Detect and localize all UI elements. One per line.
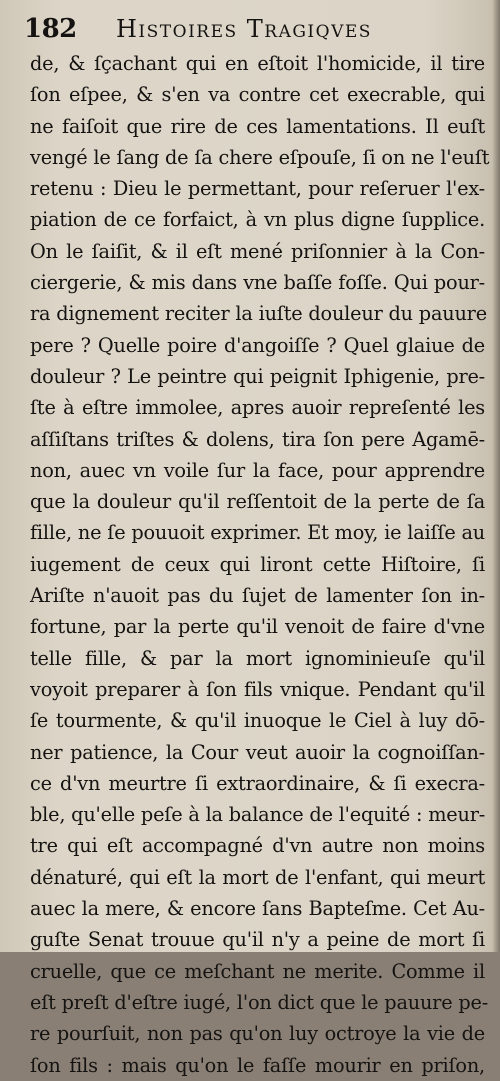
page-number: 182	[24, 14, 77, 44]
text-line: iugement de ceux qui liront cette Hiſtoire, ſi	[30, 552, 485, 576]
text-line: ſon eſpee, & s'en va contre cet execrable, qui	[30, 83, 485, 107]
text-line: dénaturé, qui eſt la mort de l'enfant, qui meurt	[30, 865, 485, 889]
text-line: douleur ? Le peintre qui peignit Iphigenie, pre-	[30, 364, 485, 388]
text-line: ne faiſoit que rire de ces lamentations. Il euſt	[30, 114, 485, 138]
text-line: fille, ne ſe pouuoit exprimer. Et moy, ie laiſſe au	[30, 521, 485, 545]
text-line: fortune, par la perte qu'il venoit de faire d'vne	[30, 615, 485, 639]
text-line: ſte à eſtre immolee, apres auoir repreſenté les	[30, 396, 485, 420]
text-line: pere ? Quelle poire d'angoiſſe ? Quel glaiue de	[30, 333, 485, 357]
text-line: que la douleur qu'il reſſentoit de la perte de ſa	[30, 490, 485, 514]
body-text	[30, 48, 490, 1081]
text-line: ſon fils : mais qu'on le faſſe mourir en priſon,	[30, 1053, 485, 1077]
text-line: aſſiſtans triſtes & dolens, tira ſon pere Agamē-	[30, 427, 485, 451]
text-line: de, & ſçachant qui en eſtoit l'homicide, il tire	[30, 52, 485, 75]
text-line: cruelle, que ce meſchant ne merite. Comme il	[30, 959, 485, 983]
text-line: retenu : Dieu le permettant, pour reſeruer l'ex-	[30, 177, 485, 201]
text-line: re pourſuit, non pas qu'on luy octroye la vie de	[30, 1022, 485, 1046]
text-line: voyoit preparer à ſon fils vnique. Pendant qu'il	[30, 677, 485, 701]
text-line: vengé le ſang de ſa chere eſpouſe, ſi on ne l'euſt	[30, 145, 490, 169]
text-line: tre qui eſt accompagné d'vn autre non moins	[30, 834, 485, 858]
text-line: ble, qu'elle peſe à la balance de l'equité : meur-	[30, 803, 486, 827]
page-gutter-shadow	[492, 0, 500, 952]
text-line: Ariſte n'auoit pas du ſujet de lamenter ſon in-	[30, 584, 485, 608]
text-line: telle fille, & par la mort ignominieuſe qu'il	[30, 646, 485, 670]
text-line: ra dignement reciter la iuſte douleur du pauure	[30, 302, 487, 326]
text-line: ciergerie, & mis dans vne baſſe foſſe. Qui pour-	[30, 271, 485, 295]
text-line: guſte Senat trouue qu'il n'y a peine de mort ſi	[30, 928, 485, 952]
running-title: Histoires Tragiqves	[116, 15, 372, 43]
page-header	[24, 10, 494, 46]
text-line: auec la mere, & encore ſans Bapteſme. Cet Au-	[30, 897, 485, 921]
text-line: On le ſaiſit, & il eſt mené priſonnier à la Con-	[30, 239, 485, 263]
text-line: eſt preſt d'eſtre iugé, l'on dict que le pauure pe-	[30, 990, 489, 1014]
text-line: ce d'vn meurtre ſi extraordinaire, & ſi execra-	[30, 771, 485, 795]
text-line: ſe tourmente, & qu'il inuoque le Ciel à luy dō-	[30, 709, 485, 733]
text-line: ner patience, la Cour veut auoir la cognoiſſan-	[30, 740, 485, 764]
text-line: non, auec vn voile ſur la face, pour apprendre	[30, 458, 485, 482]
text-line: piation de ce forfaict, à vn plus digne ſupplice.	[30, 208, 485, 232]
